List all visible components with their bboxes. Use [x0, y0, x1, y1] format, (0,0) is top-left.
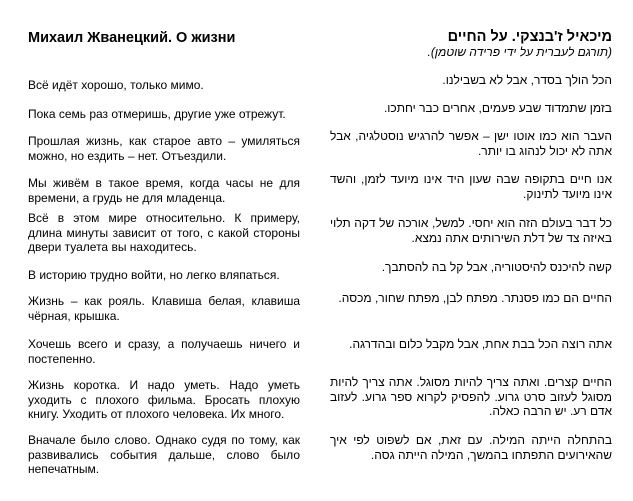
hebrew-paragraph: אתה רוצה הכל בבת אחת, אבל מקבל כלום ובהדרגה. — [349, 337, 612, 351]
hebrew-paragraph: בהתחלה הייתה המילה. עם זאת, אם לשפוט לפי איך שהאירועים התפתחו בהמשך, המילה הייתה גסה. — [330, 433, 612, 462]
hebrew-paragraph: העבר הוא כמו אוטו ישן – אפשר להרגיש נוסטלגיה, אבל אתה לא יכול לנהוג בו יותר. — [330, 129, 612, 158]
russian-paragraph: Жизнь коротка. И надо уметь. Надо уметь уходить с плохого фильма. Бросать плохую книгу. Уходить от плохого человека. Их много. — [28, 378, 300, 421]
russian-paragraph: Прошлая жизнь, как старое авто – умиляться можно, но ездить – нет. Отъездили. — [28, 134, 300, 163]
russian-paragraph: Пока семь раз отмеришь, другие уже отрежут. — [28, 107, 286, 121]
russian-paragraph: Всё в этом мире относительно. К примеру, длина минуты зависит от того, с какой стороны двери туалета вы находитесь. — [28, 211, 300, 254]
hebrew-paragraph: קשה להיכנס להיסטוריה, אבל קל בה להסתבך. — [381, 260, 612, 274]
hebrew-paragraph: כל דבר בעולם הזה הוא יחסי. למשל, אורכה של דקה תלוי באיזה צד של דלת השירותים אתה נמצא. — [330, 216, 612, 245]
hebrew-paragraph: אנו חיים בתקופה שבה שעון היד אינו מיועד לזמן, והשד אינו מיועד לתינוק. — [330, 172, 612, 201]
hebrew-subtitle: (תורגם לעברית על ידי פרידה שוטמן). — [427, 45, 612, 59]
hebrew-title: מיכאיל ז'בנצקי. על החיים — [447, 29, 612, 45]
hebrew-paragraph: הכל הולך בסדר, אבל לא בשבילנו. — [442, 73, 612, 87]
hebrew-paragraph: בזמן שתמדוד שבע פעמים, אחרים כבר יחתכו. — [383, 101, 612, 115]
russian-title: Михаил Жванецкий. О жизни — [28, 30, 236, 46]
russian-paragraph: Всё идёт хорошо, только мимо. — [28, 78, 204, 92]
russian-paragraph: Жизнь – как рояль. Клавиша белая, клавиша чёрная, крышка. — [28, 294, 300, 323]
russian-paragraph: В историю трудно войти, но легко вляпаться. — [28, 268, 280, 282]
russian-paragraph: Мы живём в такое время, когда часы не для времени, а грудь не для младенца. — [28, 176, 300, 205]
hebrew-paragraph: החיים הם כמו פסנתר. מפתח לבן, מפתח שחור, מכסה. — [338, 291, 612, 305]
russian-paragraph: Вначале было слово. Однако судя по тому, как развивались события дальше, слово было непечатным. — [28, 433, 300, 476]
russian-paragraph: Хочешь всего и сразу, а получаешь ничего и постепенно. — [28, 337, 300, 366]
hebrew-paragraph: החיים קצרים. ואתה צריך להיות מסוגל. אתה צריך להיות מסוגל לעזוב סרט גרוע. להפסיק לקרוא ספר גרוע. לעזוב אדם רע. יש הרבה כאלה. — [330, 375, 612, 418]
